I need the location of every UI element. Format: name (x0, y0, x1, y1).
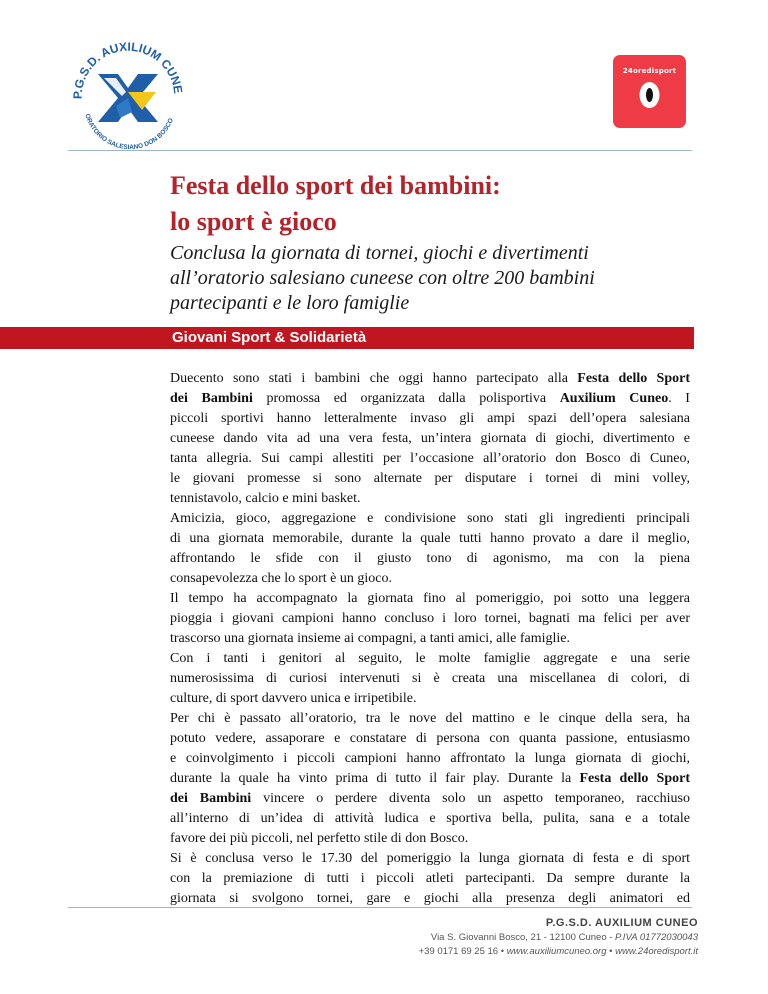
footer-divider (68, 907, 692, 908)
subtitle-line: Conclusa la giornata di tornei, giochi e divertimenti (170, 242, 589, 264)
subtitle-line: all’oratorio salesiano cuneese con oltre 200 bambini (170, 267, 595, 289)
article-line (170, 889, 690, 909)
section-label: Giovani Sport & Solidarietà (172, 329, 367, 346)
text-run: potuto vedere, assaporare e constatare di persona con quanta passione, entusiasmo (170, 731, 690, 746)
text-run: numerosissima di curiosi intervenuti si è creata una miscellanea di colori, di (170, 671, 690, 686)
footer-separator: • (609, 946, 613, 957)
text-run: con la premiazione di tutti i piccoli atleti partecipanti. Da sempre durante la (170, 871, 690, 886)
text-run: favore dei più piccoli, nel perfetto stile di don Bosco. (170, 831, 469, 846)
text-run: Per chi è passato all’oratorio, tra le nove del mattino e le cinque della sera, ha (170, 711, 690, 726)
text-run: promossa ed organizzata dalla polisportiva (252, 391, 560, 406)
text-run: Il tempo ha accompagnato la giornata fino al pomeriggio, poi sotto una leggera (170, 591, 690, 606)
text-run: affrontando le sfide con il giusto tono di agonismo, ma con la piena (170, 551, 690, 566)
text-run: all’interno di un’idea di attività ludica e sportiva bella, pulita, sana e a totale (170, 811, 690, 826)
article-line (170, 489, 690, 509)
article-line (170, 649, 690, 669)
article-line (170, 689, 690, 709)
bold-text: dei Bambini (170, 791, 252, 806)
article-line (170, 789, 690, 809)
text-run: . I (668, 391, 690, 406)
auxilium-cuneo-logo (68, 40, 186, 150)
article-line (170, 549, 690, 569)
section-banner (0, 327, 694, 349)
text-run: tanta allegria. Sui campi allestiti per l’occasione all’oratorio don Bosco di Cuneo, (170, 451, 690, 466)
text-run: le giovani promesse si sono alternate per disputare i tornei di mini volley, (170, 471, 690, 486)
article-line (170, 809, 690, 829)
logo-wordmark: 24oredisport (622, 67, 677, 75)
text-run: Duecento sono stati i bambini che oggi hanno partecipato alla (170, 371, 578, 386)
article-line (170, 369, 690, 389)
article-line (170, 869, 690, 889)
footer-piva: P.IVA 01772030043 (615, 932, 698, 943)
footer-link-auxilium[interactable]: www.auxiliumcuneo.org (506, 946, 607, 957)
text-run: trascorso una giornata insieme ai compagni, a tanti amici, alle famiglie. (170, 631, 571, 646)
article-title (170, 168, 690, 240)
text-run: durante la quale ha vinto prima di tutto il fair play. Durante la (170, 771, 580, 786)
text-run: giornata si svolgono tornei, gare e giochi alla presenza degli animatori ed (170, 891, 690, 906)
article-line (170, 669, 690, 689)
footer-address-line (419, 931, 698, 945)
article-line (170, 529, 690, 549)
article-line (170, 389, 690, 409)
text-run: Con i tanti i genitori al seguito, le molte famiglie aggregate e una serie (170, 651, 690, 666)
footer-link-24oredisport[interactable]: www.24oredisport.it (615, 946, 698, 957)
text-run: tennistavolo, calcio e mini basket. (170, 491, 361, 506)
article-line (170, 629, 690, 649)
text-run: di una giornata memorabile, durante la quale tutti hanno provato a dare il meglio, (170, 531, 690, 546)
footer-address: Via S. Giovanni Bosco, 21 - 12100 Cuneo - (430, 932, 616, 943)
article-line (170, 609, 690, 629)
footer-contacts-line (419, 945, 698, 959)
article-line (170, 449, 690, 469)
article-line (170, 829, 690, 849)
text-run: consapevolezza che lo sport è un gioco. (170, 571, 392, 586)
bold-text: Auxilium Cuneo (559, 391, 669, 406)
bold-text: Festa dello Sport (579, 771, 690, 786)
article-line (170, 709, 690, 729)
logo-ring-text-bottom: ORATORIO SALESIANO DON BOSCO (83, 113, 176, 150)
logo-x-mark (98, 74, 158, 122)
text-run: piccoli sportivi hanno letteralmente invaso gli ampi spazi dell’opera salesiana (170, 411, 690, 426)
bold-text: Festa dello Sport (577, 371, 690, 386)
title-line: lo sport è gioco (170, 207, 337, 236)
article-line (170, 429, 690, 449)
auxilium-logo-graphic (68, 40, 186, 150)
article-line (170, 469, 690, 489)
article-line (170, 409, 690, 429)
subtitle-line: partecipanti e le loro famiglie (170, 292, 410, 314)
text-run: Si è conclusa verso le 17.30 del pomeriggio la lunga giornata di festa e di sport (170, 851, 690, 866)
footer-separator: • (500, 946, 505, 957)
article-line (170, 749, 690, 769)
footer-org-name: P.G.S.D. AUXILIUM CUNEO (545, 917, 698, 929)
text-run: culture, di sport davvero unica e irripetibile. (170, 691, 417, 706)
footer (419, 917, 698, 959)
article-line (170, 769, 690, 789)
article-body (170, 369, 690, 909)
text-run: e coinvolgimento i piccoli campioni hanno affrontato la lunga giornata di giochi, (170, 751, 690, 766)
text-run: cuneese dando vita ad una vera festa, un’intera giornata di giochi, divertimento e (170, 431, 690, 446)
article-line (170, 589, 690, 609)
article-subtitle (170, 241, 690, 316)
article-line (170, 849, 690, 869)
logo-ring-text-top: P.G.S.D. AUXILIUM CUNE (70, 40, 186, 100)
text-run: pioggia i giovani campioni hanno concluso i loro tornei, bagnati ma felici per aver (170, 611, 690, 626)
title-line: Festa dello sport dei bambini: (170, 171, 501, 200)
text-run: Amicizia, gioco, aggregazione e condivisione sono stati gli ingredienti principali (170, 511, 690, 526)
article-line (170, 729, 690, 749)
text-run: vincere o perdere diventa solo un aspetto temporaneo, racchiuso (251, 791, 690, 806)
logo-ball-icon (613, 55, 686, 128)
article-line (170, 569, 690, 589)
article-line (170, 509, 690, 529)
24oredisport-logo (613, 55, 686, 128)
footer-phone: +39 0171 69 25 16 (418, 946, 499, 957)
bold-text: dei Bambini (170, 391, 253, 406)
header-divider (68, 150, 692, 151)
